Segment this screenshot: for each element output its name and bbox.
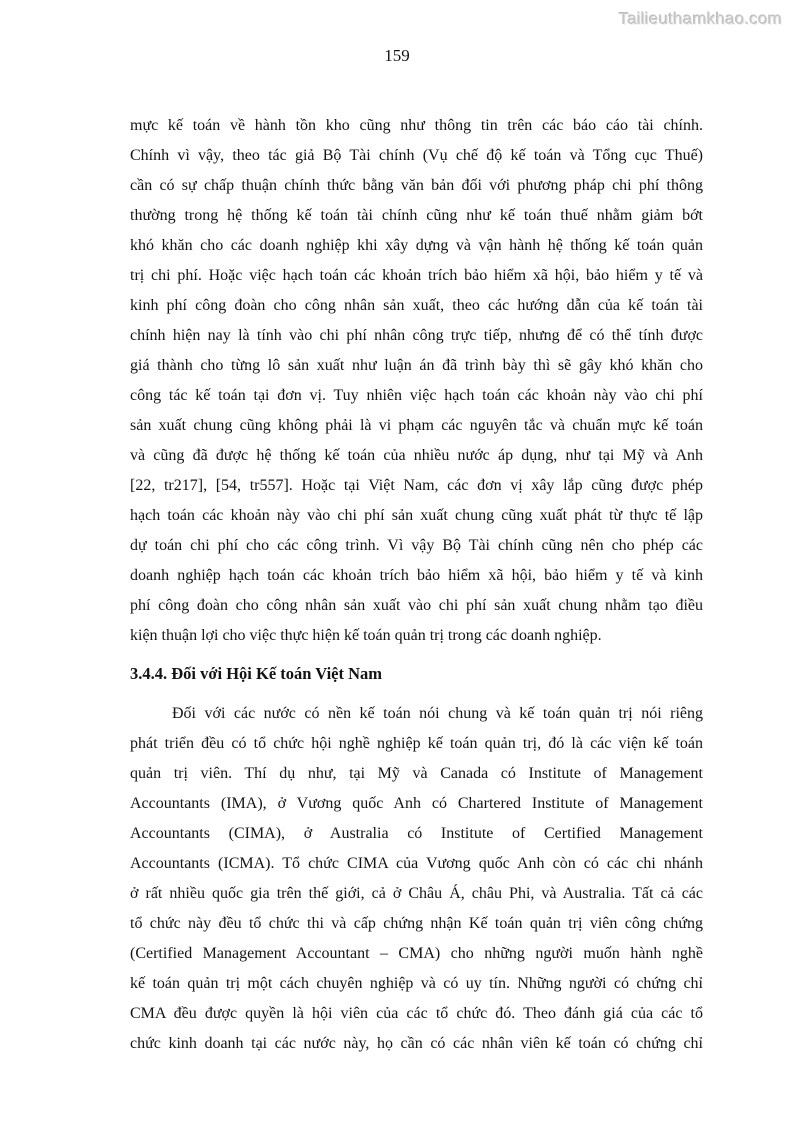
text-line: giá thành cho từng lô sản xuất như luận án đã trình bày thì sẽ gây khó khăn cho bbox=[130, 357, 703, 374]
text-line: phát triển đều có tổ chức hội nghề nghiệp kế toán quản trị, đó là các viện kế toán bbox=[130, 735, 703, 752]
paragraph-2 bbox=[130, 699, 703, 1059]
text-line: Đối với các nước có nền kế toán nói chung và kế toán quản trị nói riêng bbox=[172, 705, 703, 722]
text-line: sản xuất chung cũng không phải là vi phạm các nguyên tắc và chuẩn mực kế toán bbox=[130, 417, 703, 434]
text-line: mực kế toán về hành tồn kho cũng như thông tin trên các báo cáo tài chính. bbox=[130, 117, 703, 134]
text-line: Chính vì vậy, theo tác giả Bộ Tài chính (Vụ chế độ kế toán và Tổng cục Thuế) bbox=[130, 147, 703, 164]
text-line: (Certified Management Accountant – CMA) cho những người muốn hành nghề bbox=[130, 945, 703, 962]
text-line: chính hiện nay là tính vào chi phí nhân công trực tiếp, nhưng để có thể tính được bbox=[130, 327, 703, 344]
text-line: kinh phí công đoàn cho công nhân sản xuất, theo các hướng dẫn của kế toán tài bbox=[130, 297, 703, 314]
text-line: doanh nghiệp hạch toán các khoản trích bảo hiểm xã hội, bảo hiểm y tế và kinh bbox=[130, 567, 703, 584]
text-line: hạch toán các khoản này vào chi phí sản xuất chung cũng xuất phát từ thực tế lập bbox=[130, 507, 703, 524]
text-line: quản trị viên. Thí dụ như, tại Mỹ và Canada có Institute of Management bbox=[130, 765, 703, 782]
document-body bbox=[130, 111, 703, 1059]
paragraph-1 bbox=[130, 111, 703, 651]
text-line: cần có sự chấp thuận chính thức bằng văn bản đối với phương pháp chi phí thông bbox=[130, 177, 703, 194]
section-heading: 3.4.4. Đối với Hội Kế toán Việt Nam bbox=[130, 664, 383, 683]
text-line: CMA đều được quyền là hội viên của các tổ chức đó. Theo đánh giá của các tổ bbox=[130, 1005, 703, 1022]
text-line: Accountants (ICMA). Tổ chức CIMA của Vương quốc Anh còn có các chi nhánh bbox=[130, 855, 703, 872]
text-line: trị chi phí. Hoặc việc hạch toán các khoản trích bảo hiểm xã hội, bảo hiểm y tế và bbox=[130, 267, 703, 284]
text-line: và cũng đã được hệ thống kế toán của nhiều nước áp dụng, như tại Mỹ và Anh bbox=[130, 447, 703, 464]
text-line: Accountants (IMA), ở Vương quốc Anh có Chartered Institute of Management bbox=[130, 795, 703, 812]
watermark: Tailieuthamkhao.com bbox=[618, 9, 782, 28]
text-line: tổ chức này đều tổ chức thi và cấp chứng nhận Kế toán quản trị viên công chứng bbox=[130, 915, 703, 932]
page-number: 159 bbox=[384, 46, 410, 65]
text-line: Accountants (CIMA), ở Australia có Institute of Certified Management bbox=[130, 825, 703, 842]
text-line: khó khăn cho các doanh nghiệp khi xây dựng và vận hành hệ thống kế toán quản bbox=[130, 237, 703, 254]
text-line: thường trong hệ thống kế toán tài chính cũng như kế toán thuế nhằm giảm bớt bbox=[130, 207, 703, 224]
text-line: phí công đoàn cho công nhân sản xuất vào chi phí sản xuất chung nhằm tạo điều bbox=[130, 597, 703, 614]
text-line: dự toán chi phí cho các công trình. Vì vậy Bộ Tài chính cũng nên cho phép các bbox=[130, 537, 703, 554]
text-line: kiện thuận lợi cho việc thực hiện kế toán quản trị trong các doanh nghiệp. bbox=[130, 627, 602, 644]
text-line: [22, tr217], [54, tr557]. Hoặc tại Việt Nam, các đơn vị xây lắp cũng được phép bbox=[130, 477, 703, 494]
text-line: chức kinh doanh tại các nước này, họ cần có các nhân viên kế toán có chứng chỉ bbox=[130, 1035, 703, 1052]
text-line: ở rất nhiều quốc gia trên thế giới, cả ở Châu Á, châu Phi, và Australia. Tất cả các bbox=[130, 885, 703, 902]
text-line: kế toán quản trị một cách chuyên nghiệp và có uy tín. Những người có chứng chỉ bbox=[130, 975, 703, 992]
text-line: công tác kế toán tại đơn vị. Tuy nhiên việc hạch toán các khoản này vào chi phí bbox=[130, 387, 703, 404]
